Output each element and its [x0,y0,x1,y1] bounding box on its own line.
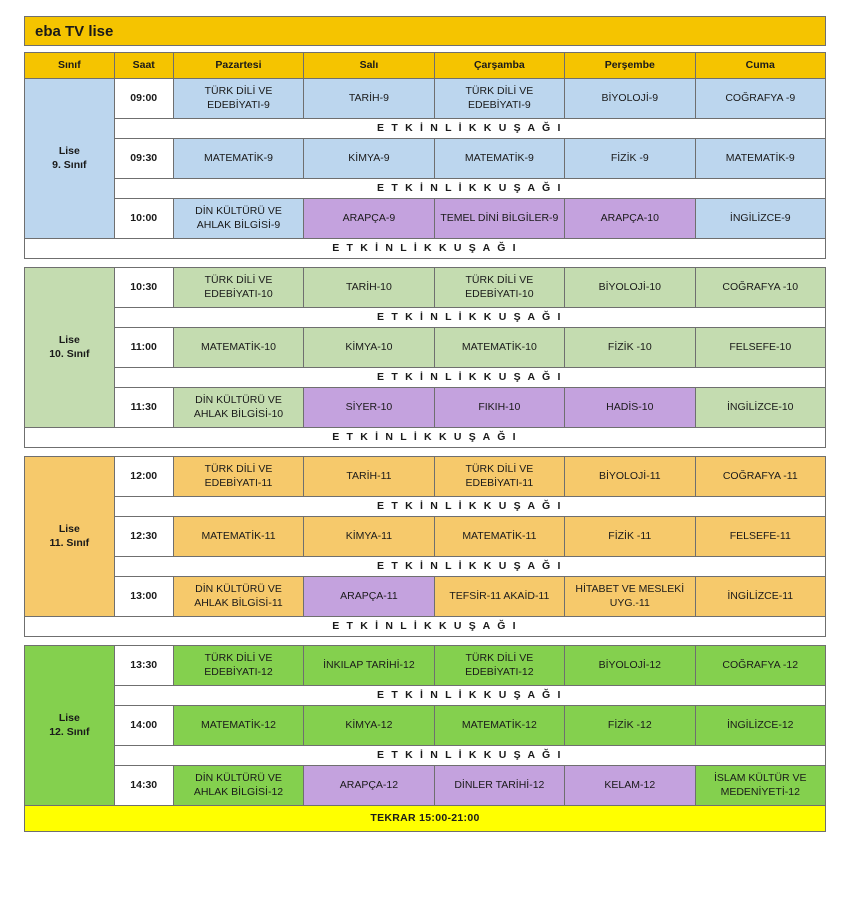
activity-band-row [25,308,826,328]
activity-band: E T K İ N L İ K K U Ş A Ğ I [114,497,825,517]
lesson-cell: TÜRK DİLİ VE EDEBİYATI-12 [173,646,303,686]
lesson-cell: COĞRAFYA -10 [695,268,825,308]
table-row [25,646,826,686]
time-cell: 12:00 [114,457,173,497]
activity-band-row [25,368,826,388]
lesson-cell: TARİH-9 [304,79,434,119]
lesson-cell: TEFSİR-11 AKAİD-11 [434,577,564,617]
activity-band: E T K İ N L İ K K U Ş A Ğ I [114,746,825,766]
table-row [25,517,826,557]
group-label-grade11 [25,457,115,617]
table-row [25,388,826,428]
lesson-cell: İNGİLİZCE-9 [695,199,825,239]
lesson-cell: MATEMATİK-10 [173,328,303,368]
table-header [25,53,826,79]
header-row [25,53,826,79]
activity-band: E T K İ N L İ K K U Ş A Ğ I [114,368,825,388]
lesson-cell: DİNLER TARİHİ-12 [434,766,564,806]
lesson-cell: BİYOLOJİ-12 [565,646,695,686]
lesson-cell: FİZİK -11 [565,517,695,557]
column-header-sali: Salı [304,53,434,79]
lesson-cell: ARAPÇA-9 [304,199,434,239]
lesson-cell: TARİH-10 [304,268,434,308]
table-body [25,79,826,832]
lesson-cell: MATEMATİK-11 [173,517,303,557]
lesson-cell: MATEMATİK-9 [695,139,825,179]
lesson-cell: FIKIH-10 [434,388,564,428]
lesson-cell: DİN KÜLTÜRÜ VE AHLAK BİLGİSİ-10 [173,388,303,428]
activity-band-row [25,746,826,766]
activity-band-row [25,497,826,517]
lesson-cell: TARİH-11 [304,457,434,497]
table-row [25,457,826,497]
repeat-info-row [25,806,826,832]
table-row [25,328,826,368]
schedule-table [24,52,826,832]
activity-band-row [25,617,826,637]
lesson-cell: TEMEL DİNİ BİLGİLER-9 [434,199,564,239]
table-row [25,139,826,179]
activity-band: E T K İ N L İ K K U Ş A Ğ I [114,119,825,139]
group-gap [25,448,826,457]
lesson-cell: BİYOLOJİ-9 [565,79,695,119]
table-row [25,268,826,308]
lesson-cell: TÜRK DİLİ VE EDEBİYATI-11 [434,457,564,497]
column-header-sinif: Sınıf [25,53,115,79]
lesson-cell: İSLAM KÜLTÜR VE MEDENİYETİ-12 [695,766,825,806]
lesson-cell: KİMYA-9 [304,139,434,179]
group-label-line1: Lise [58,334,80,347]
lesson-cell: COĞRAFYA -12 [695,646,825,686]
lesson-cell: BİYOLOJİ-10 [565,268,695,308]
lesson-cell: KELAM-12 [565,766,695,806]
activity-band: E T K İ N L İ K K U Ş A Ğ I [25,617,826,637]
lesson-cell: FİZİK -10 [565,328,695,368]
lesson-cell: KİMYA-10 [304,328,434,368]
time-cell: 14:00 [114,706,173,746]
lesson-cell: KİMYA-12 [304,706,434,746]
activity-band-row [25,119,826,139]
lesson-cell: TÜRK DİLİ VE EDEBİYATI-9 [434,79,564,119]
column-header-pazartesi: Pazartesi [173,53,303,79]
page-title [24,16,826,46]
lesson-cell: MATEMATİK-10 [434,328,564,368]
lesson-cell: MATEMATİK-9 [173,139,303,179]
lesson-cell: MATEMATİK-9 [434,139,564,179]
lesson-cell: İNGİLİZCE-10 [695,388,825,428]
lesson-cell: HİTABET VE MESLEKİ UYG.-11 [565,577,695,617]
activity-band: E T K İ N L İ K K U Ş A Ğ I [25,428,826,448]
time-cell: 12:30 [114,517,173,557]
lesson-cell: COĞRAFYA -9 [695,79,825,119]
lesson-cell: TÜRK DİLİ VE EDEBİYATI-9 [173,79,303,119]
group-label-grade12 [25,646,115,806]
lesson-cell: FELSEFE-11 [695,517,825,557]
lesson-cell: ARAPÇA-12 [304,766,434,806]
table-row [25,577,826,617]
time-cell: 10:00 [114,199,173,239]
group-gap [25,259,826,268]
repeat-info: TEKRAR 15:00-21:00 [25,806,826,832]
time-cell: 11:00 [114,328,173,368]
column-header-cuma: Cuma [695,53,825,79]
lesson-cell: FİZİK -12 [565,706,695,746]
group-label-line2: 12. Sınıf [49,725,90,738]
time-cell: 13:00 [114,577,173,617]
lesson-cell: MATEMATİK-11 [434,517,564,557]
time-cell: 14:30 [114,766,173,806]
time-cell: 09:30 [114,139,173,179]
table-row [25,766,826,806]
group-label-line2: 11. Sınıf [49,536,90,549]
lesson-cell: KİMYA-11 [304,517,434,557]
lesson-cell: DİN KÜLTÜRÜ VE AHLAK BİLGİSİ-12 [173,766,303,806]
activity-band-row [25,686,826,706]
table-row [25,706,826,746]
time-cell: 11:30 [114,388,173,428]
lesson-cell: ARAPÇA-10 [565,199,695,239]
group-label-grade9 [25,79,115,239]
group-label-line1: Lise [58,145,80,158]
lesson-cell: TÜRK DİLİ VE EDEBİYATI-10 [434,268,564,308]
activity-band-row [25,179,826,199]
lesson-cell: FELSEFE-10 [695,328,825,368]
table-row [25,79,826,119]
lesson-cell: BİYOLOJİ-11 [565,457,695,497]
lesson-cell: FİZİK -9 [565,139,695,179]
group-gap [25,637,826,646]
lesson-cell: HADİS-10 [565,388,695,428]
activity-band: E T K İ N L İ K K U Ş A Ğ I [114,557,825,577]
lesson-cell: COĞRAFYA -11 [695,457,825,497]
activity-band: E T K İ N L İ K K U Ş A Ğ I [114,308,825,328]
activity-band: E T K İ N L İ K K U Ş A Ğ I [114,686,825,706]
time-cell: 13:30 [114,646,173,686]
lesson-cell: TÜRK DİLİ VE EDEBİYATI-10 [173,268,303,308]
column-header-persembe: Perşembe [565,53,695,79]
lesson-cell: DİN KÜLTÜRÜ VE AHLAK BİLGİSİ-9 [173,199,303,239]
lesson-cell: İNGİLİZCE-11 [695,577,825,617]
lesson-cell: ARAPÇA-11 [304,577,434,617]
column-header-saat: Saat [114,53,173,79]
group-label-grade10 [25,268,115,428]
group-label-line1: Lise [58,712,80,725]
column-header-carsamba: Çarşamba [434,53,564,79]
lesson-cell: SİYER-10 [304,388,434,428]
lesson-cell: İNKILAP TARİHİ-12 [304,646,434,686]
group-label-line1: Lise [58,523,80,536]
lesson-cell: TÜRK DİLİ VE EDEBİYATI-12 [434,646,564,686]
activity-band: E T K İ N L İ K K U Ş A Ğ I [114,179,825,199]
lesson-cell: MATEMATİK-12 [173,706,303,746]
activity-band-row [25,557,826,577]
time-cell: 09:00 [114,79,173,119]
time-cell: 10:30 [114,268,173,308]
lesson-cell: MATEMATİK-12 [434,706,564,746]
activity-band-row [25,428,826,448]
group-label-line2: 10. Sınıf [49,347,90,360]
lesson-cell: TÜRK DİLİ VE EDEBİYATI-11 [173,457,303,497]
activity-band: E T K İ N L İ K K U Ş A Ğ I [25,239,826,259]
activity-band-row [25,239,826,259]
page-title-text: eba TV lise [35,22,114,40]
lesson-cell: İNGİLİZCE-12 [695,706,825,746]
table-row [25,199,826,239]
lesson-cell: DİN KÜLTÜRÜ VE AHLAK BİLGİSİ-11 [173,577,303,617]
group-label-line2: 9. Sınıf [52,158,87,171]
